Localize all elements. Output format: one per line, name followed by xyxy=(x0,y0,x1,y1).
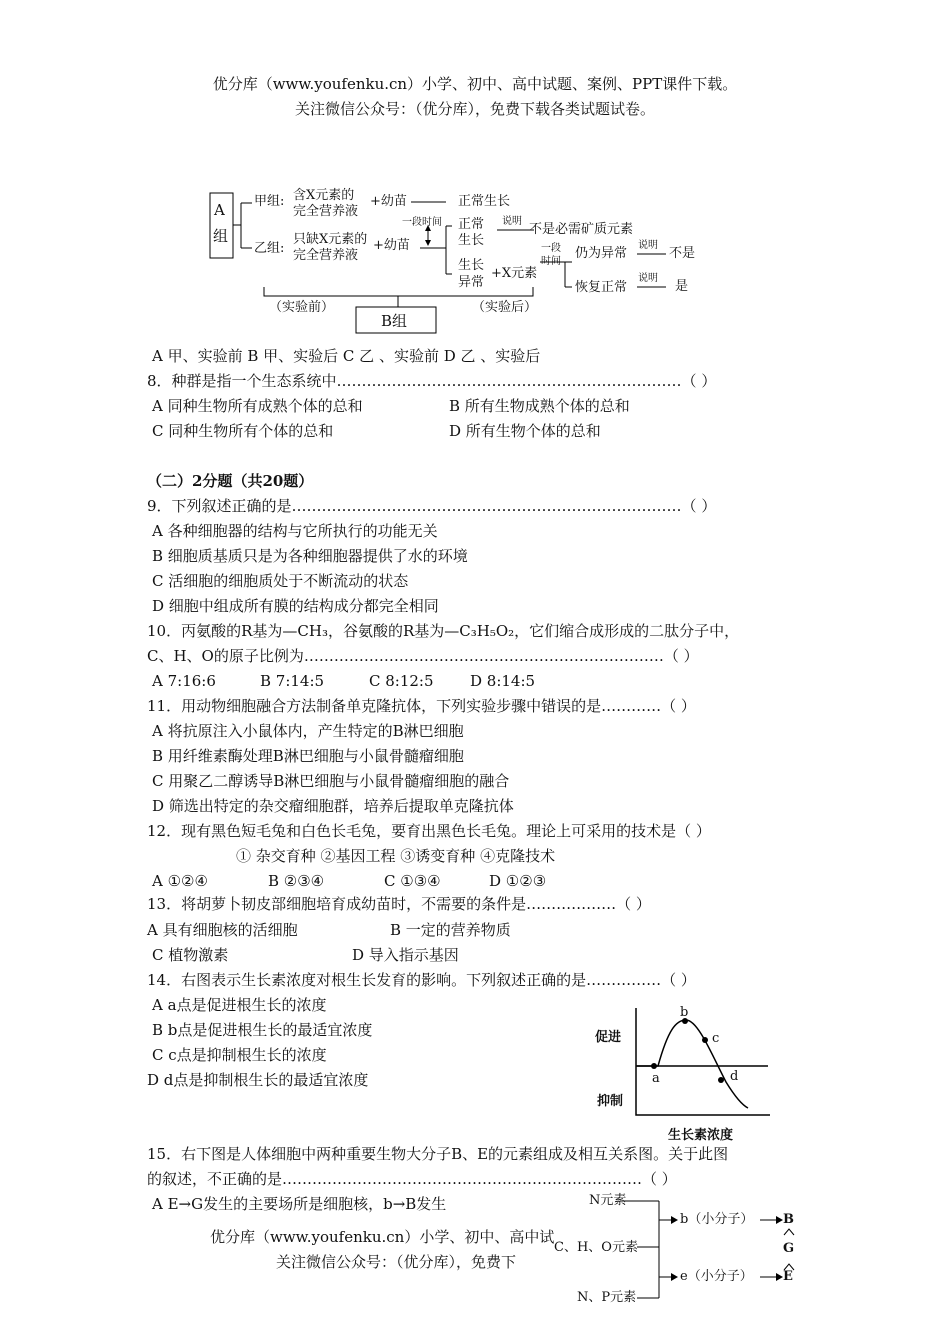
yi-solution-2: 完全营养液 xyxy=(293,248,359,263)
q9-option-b: B 细胞质基质只是为各种细胞器提供了水的环境 xyxy=(152,547,468,565)
section-title: （二）2分题（共20题） xyxy=(147,472,314,490)
q8-option-b: B 所有生物成熟个体的总和 xyxy=(449,397,630,415)
q8-option-c: C 同种生物所有个体的总和 xyxy=(152,422,334,440)
point-c-label: c xyxy=(712,1031,720,1046)
q15-stem-1: 15．右下图是人体细胞中两种重要生物大分子B、E的元素组成及相互关系图。关于此图 xyxy=(147,1145,729,1163)
q13-option-a: A 具有细胞核的活细胞 xyxy=(147,921,298,939)
q14-stem: 14．右图表示生长素浓度对根生长发育的影响。下列叙述正确的是……………（ ） xyxy=(147,971,696,989)
q12-techniques: ① 杂交育种 ②基因工程 ③诱变育种 ④克隆技术 xyxy=(236,847,556,865)
still-abnormal: 仍为异常 xyxy=(575,246,628,261)
header-line-2: 关注微信公众号：（优分库），免费下载各类试题试卷。 xyxy=(294,100,655,118)
q12-stem: 12．现有黑色短毛兔和白色长毛兔，要育出黑色长毛兔。理论上可采用的技术是（ ） xyxy=(147,822,711,840)
q12-option-d: D ①②③ xyxy=(489,872,547,890)
q13-stem: 13．将胡萝卜韧皮部细胞培育成幼苗时，不需要的条件是………………（ ） xyxy=(147,895,651,913)
q8-option-d: D 所有生物个体的总和 xyxy=(449,422,601,440)
q10-stem-2: C、H、O的原子比例为………………………………………………………………（ ） xyxy=(147,647,699,665)
footer-line-2: 关注微信公众号：（优分库），免费下 xyxy=(276,1253,517,1271)
macromolecule-b: B xyxy=(783,1212,794,1227)
q13-option-d: D 导入指示基因 xyxy=(352,946,459,964)
q12-option-a: A ①②④ xyxy=(152,872,208,890)
q9-stem: 9．下列叙述正确的是……………………………………………………………………（ ） xyxy=(147,497,717,515)
plus-seedling-1: +幼苗 xyxy=(370,194,407,209)
point-a-label: a xyxy=(652,1071,660,1086)
plus-x: +X元素 xyxy=(491,266,538,281)
q14-option-d: D d点是抑制根生长的最适宜浓度 xyxy=(147,1071,369,1089)
q13-option-c: C 植物激素 xyxy=(152,946,229,964)
q14-option-c: C c点是抑制根生长的浓度 xyxy=(152,1046,327,1064)
abnormal-2: 异常 xyxy=(458,275,485,290)
q11-option-b: B 用纤维素酶处理B淋巴细胞与小鼠骨髓瘤细胞 xyxy=(152,747,464,765)
q14-option-a: A a点是促进根生长的浓度 xyxy=(152,996,327,1014)
explain-3: 说明 xyxy=(638,273,658,284)
result-yes: 是 xyxy=(675,279,689,294)
normal-2: 生长 xyxy=(458,233,485,248)
header-line-1: 优分库（www.youfenku.cn）小学、初中、高中试题、案例、PPT课件下载。 xyxy=(212,75,738,93)
q8-stem: 8．种群是指一个生态系统中……………………………………………………………（ ） xyxy=(147,372,717,390)
x-axis-label: 生长素浓度 xyxy=(668,1128,734,1143)
group-a-label: A xyxy=(214,201,225,219)
explain-2: 说明 xyxy=(638,240,658,251)
before-label: （实验前） xyxy=(269,300,335,315)
group-b-label: B组 xyxy=(381,312,408,330)
q10-option-a: A 7:16:6 xyxy=(152,672,216,690)
footer-line-1: 优分库（www.youfenku.cn）小学、初中、高中试 xyxy=(210,1228,555,1246)
q11-option-d: D 筛选出特定的杂交瘤细胞群，培养后提取单克隆抗体 xyxy=(152,797,514,815)
q15-stem-2: 的叙述，不正确的是………………………………………………………………（ ） xyxy=(147,1170,677,1188)
q12-option-c: C ①③④ xyxy=(384,872,441,890)
point-b-label: b xyxy=(680,1005,689,1020)
q11-stem: 11．用动物细胞融合方法制备单克隆抗体，下列实验步骤中错误的是…………（ ） xyxy=(147,697,696,715)
macromolecule-e: E xyxy=(783,1269,793,1284)
q15-option-a: A E→G发生的主要场所是细胞核，b→B发生 xyxy=(152,1195,447,1213)
normal-1: 正常 xyxy=(458,217,485,232)
q10-option-c: C 8:12:5 xyxy=(369,672,434,690)
q12-option-b: B ②③④ xyxy=(268,872,325,890)
q9-option-c: C 活细胞的细胞质处于不断流动的状态 xyxy=(152,572,409,590)
q8-option-a: A 同种生物所有成熟个体的总和 xyxy=(152,397,363,415)
jia-solution-1: 含X元素的 xyxy=(293,188,355,203)
not-essential: 不是必需矿质元素 xyxy=(529,222,634,237)
abnormal-1: 生长 xyxy=(458,258,485,273)
e-small-molecule: e（小分子） xyxy=(680,1269,753,1284)
q11-option-a: A 将抗原注入小鼠体内，产生特定的B淋巴细胞 xyxy=(152,722,464,740)
point-d-label: d xyxy=(730,1069,739,1084)
q10-option-d: D 8:14:5 xyxy=(470,672,536,690)
q10-option-b: B 7:14:5 xyxy=(260,672,325,690)
n-element-label: N元素 xyxy=(589,1193,627,1208)
period-2b: 时间 xyxy=(541,256,561,267)
result-no: 不是 xyxy=(669,246,696,261)
q7-options: A 甲、实验前 B 甲、实验后 C 乙 、实验前 D 乙 、实验后 xyxy=(152,347,541,365)
q9-option-d: D 细胞中组成所有膜的结构成分都完全相同 xyxy=(152,597,439,615)
plus-seedling-2: +幼苗 xyxy=(373,238,410,253)
recovered: 恢复正常 xyxy=(575,280,628,295)
axis-inhibit-label: 抑制 xyxy=(597,1094,624,1109)
np-element-label: N、P元素 xyxy=(577,1290,637,1305)
yi-solution-1: 只缺X元素的 xyxy=(293,232,368,247)
jia-solution-2: 完全营养液 xyxy=(293,204,359,219)
b-small-molecule: b（小分子） xyxy=(680,1212,754,1227)
jia-group-label: 甲组: xyxy=(254,194,285,209)
after-label: （实验后） xyxy=(472,300,538,315)
q11-option-c: C 用聚乙二醇诱导B淋巴细胞与小鼠骨髓瘤细胞的融合 xyxy=(152,772,510,790)
q14-option-b: B b点是促进根生长的最适宜浓度 xyxy=(152,1021,373,1039)
axis-promote-label: 促进 xyxy=(595,1030,622,1045)
chno-element-label: C、H、O元素 xyxy=(554,1240,638,1255)
group-a-label-2: 组 xyxy=(213,227,229,245)
yi-group-label: 乙组: xyxy=(254,241,285,256)
period-2a: 一段 xyxy=(541,243,561,254)
explain-1: 说明 xyxy=(502,216,522,227)
normal-growth: 正常生长 xyxy=(458,194,511,209)
q13-option-b: B 一定的营养物质 xyxy=(390,921,511,939)
q10-stem-1: 10．丙氨酸的R基为—CH₃，谷氨酸的R基为—C₃H₅O₂，它们缩合成形成的二肽分子中， xyxy=(147,622,740,640)
q9-option-a: A 各种细胞器的结构与它所执行的功能无关 xyxy=(152,522,438,540)
period-label-1: 一段时间 xyxy=(402,217,442,228)
macromolecule-g: G xyxy=(783,1241,795,1256)
